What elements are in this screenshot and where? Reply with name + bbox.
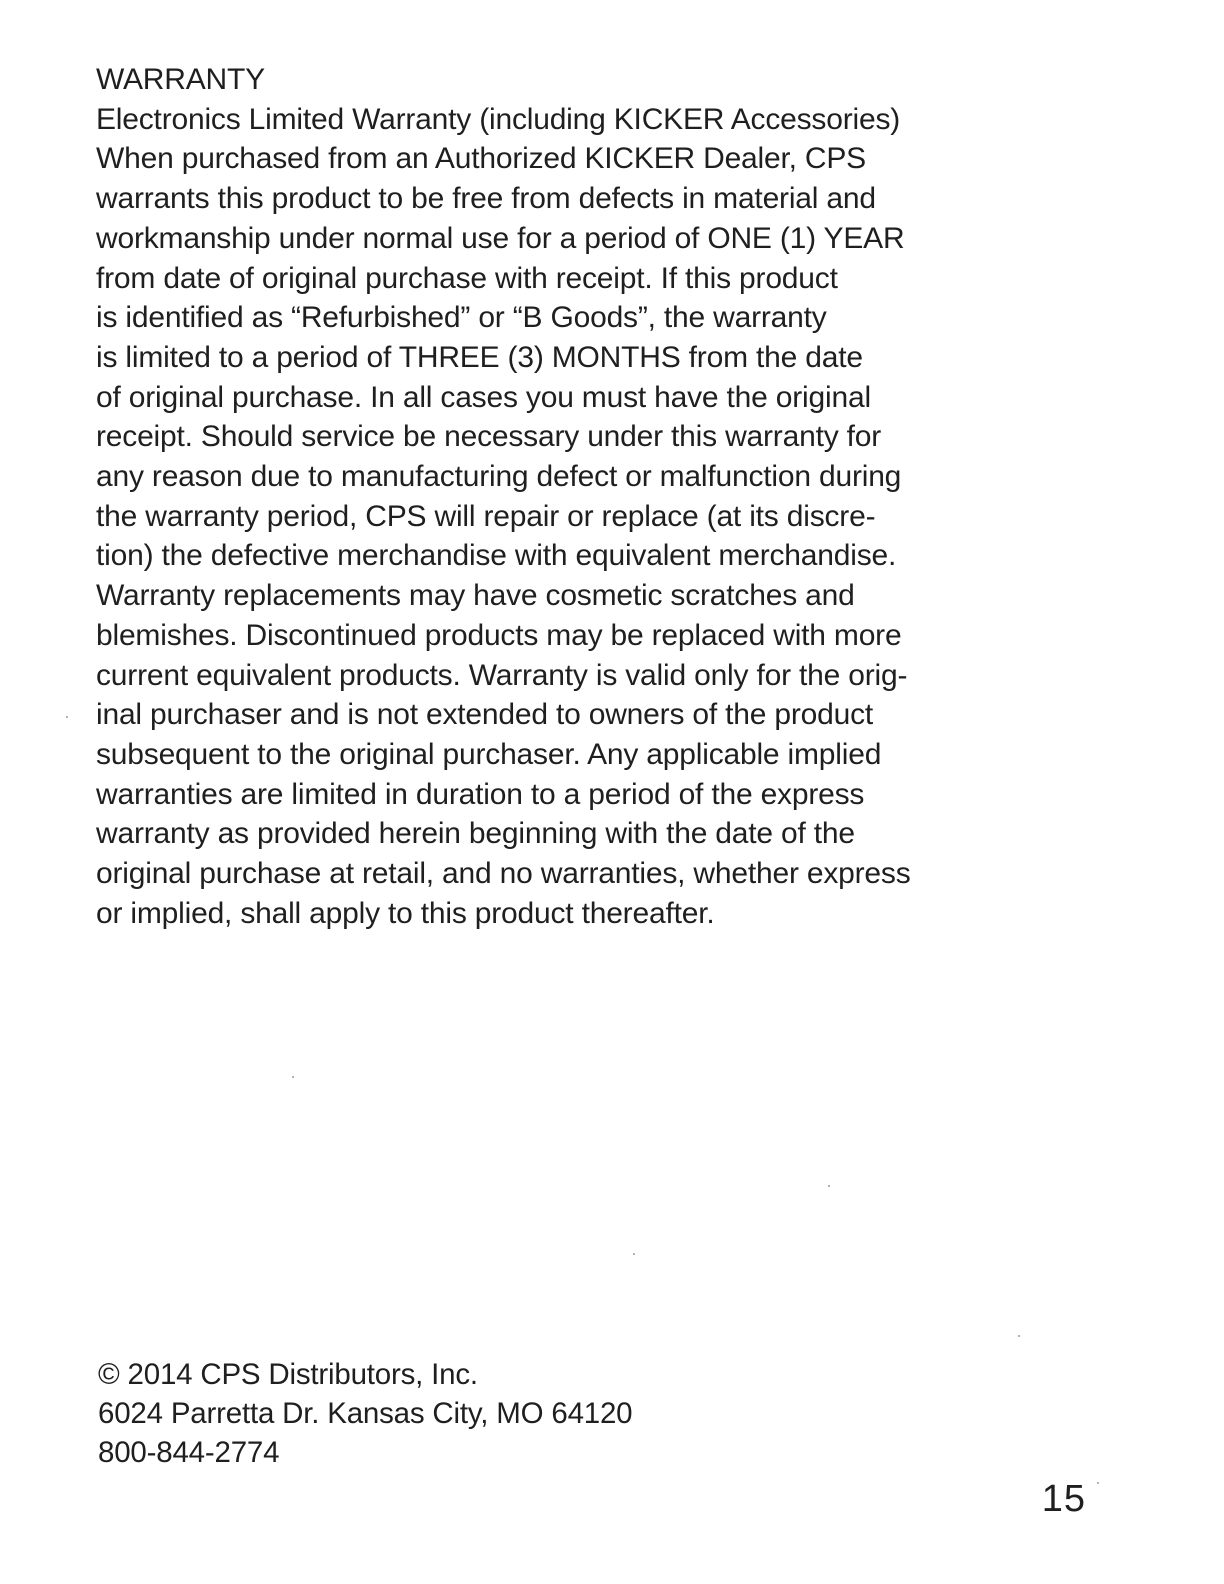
warranty-body-line: from date of original purchase with receipt. If this product: [96, 261, 838, 295]
warranty-body-line: When purchased from an Authorized KICKER Dealer, CPS: [96, 142, 866, 176]
warranty-heading: WARRANTY: [96, 63, 265, 96]
scan-speck: [1018, 1335, 1020, 1337]
warranty-section: [96, 60, 1056, 933]
page-number: 15: [1041, 1478, 1086, 1520]
warranty-body-line: receipt. Should service be necessary under this warranty for: [96, 420, 882, 454]
warranty-body-line: tion) the defective merchandise with equivalent merchandise.: [96, 539, 897, 573]
warranty-body-line: is identified as “Refurbished” or “B Goods”, the warranty: [96, 301, 827, 335]
warranty-body-line: is limited to a period of THREE (3) MONTHS from the date: [96, 340, 863, 374]
warranty-body-line: of original purchase. In all cases you must have the original: [96, 380, 871, 414]
copyright-line: © 2014 CPS Distributors, Inc.: [98, 1358, 478, 1391]
warranty-body-line: original purchase at retail, and no warranties, whether express: [96, 857, 911, 891]
warranty-body-line: any reason due to manufacturing defect or malfunction during: [96, 460, 902, 494]
warranty-body-line: warranty as provided herein beginning with the date of the: [96, 817, 855, 851]
phone-line: 800-844-2774: [98, 1436, 280, 1469]
warranty-body-line: workmanship under normal use for a period of ONE (1) YEAR: [96, 221, 905, 255]
scan-speck: [292, 1076, 294, 1078]
warranty-body-line: warranties are limited in duration to a period of the express: [96, 777, 865, 811]
warranty-body-line: the warranty period, CPS will repair or replace (at its discre-: [96, 499, 876, 533]
company-footer: [98, 1355, 858, 1472]
warranty-body-line: subsequent to the original purchaser. Any applicable implied: [96, 737, 882, 771]
scan-speck: [633, 1253, 635, 1255]
scan-speck: [1097, 1482, 1099, 1484]
warranty-body-line: Warranty replacements may have cosmetic scratches and: [96, 579, 855, 613]
scan-speck: [66, 716, 68, 718]
warranty-subtitle: Electronics Limited Warranty (including KICKER Accessories): [96, 102, 901, 136]
warranty-body-line: current equivalent products. Warranty is valid only for the orig-: [96, 658, 908, 692]
warranty-body-line: inal purchaser and is not extended to owners of the product: [96, 698, 874, 732]
address-line: 6024 Parretta Dr. Kansas City, MO 64120: [98, 1397, 633, 1430]
warranty-body-line: warrants this product to be free from defects in material and: [96, 182, 876, 216]
warranty-body-line: blemishes. Discontinued products may be replaced with more: [96, 618, 902, 652]
warranty-body-line: or implied, shall apply to this product thereafter.: [96, 896, 715, 930]
scan-speck: [828, 1185, 830, 1187]
